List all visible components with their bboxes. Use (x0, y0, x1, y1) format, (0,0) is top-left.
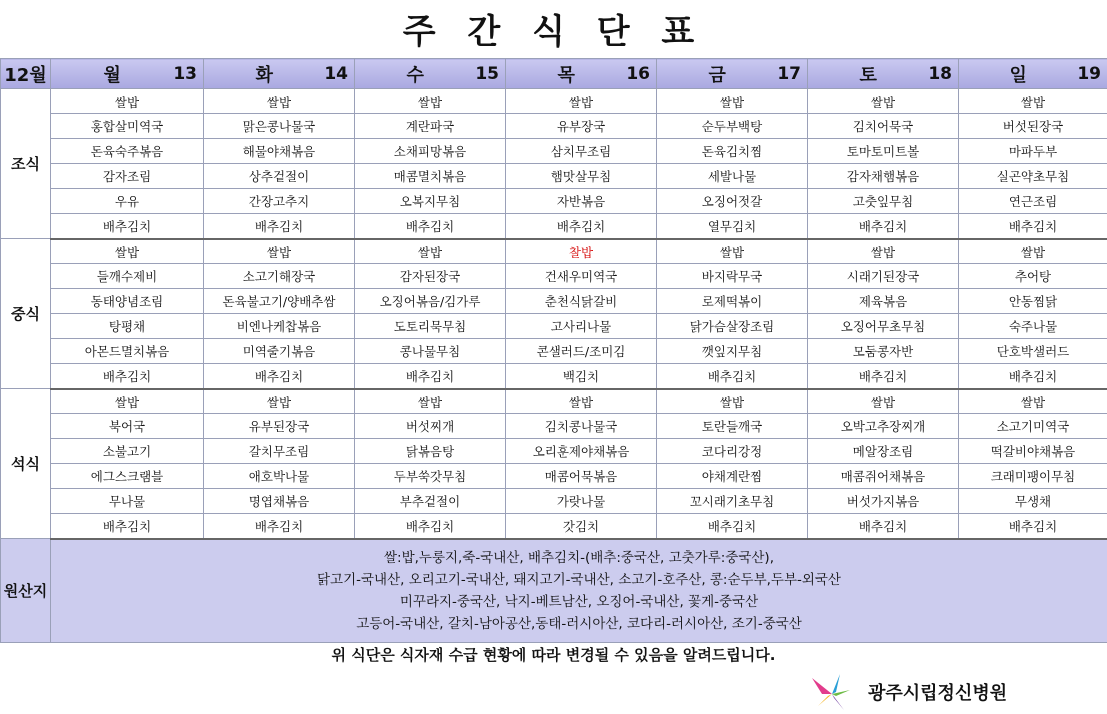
menu-item: 떡갈비야채볶음 (959, 439, 1107, 464)
menu-item: 연근조림 (959, 189, 1107, 214)
menu-item: 바지락무국 (657, 264, 808, 289)
menu-item: 쌀밥 (355, 89, 506, 114)
menu-item: 배추김치 (204, 514, 355, 539)
menu-item: 쌀밥 (506, 89, 657, 114)
menu-item: 소불고기 (51, 439, 204, 464)
menu-item: 배추김치 (204, 364, 355, 389)
menu-item: 쌀밥 (51, 239, 204, 264)
menu-item: 매콤멸치볶음 (355, 164, 506, 189)
menu-item: 오박고추장찌개 (808, 414, 959, 439)
day-date: 18 (928, 63, 952, 84)
menu-item: 쌀밥 (355, 389, 506, 414)
menu-item: 추어탕 (959, 264, 1107, 289)
menu-item: 쌀밥 (808, 89, 959, 114)
menu-item: 토란들깨국 (657, 414, 808, 439)
day-date: 16 (626, 63, 650, 84)
meal-row (1, 139, 1107, 164)
menu-item: 탕평채 (51, 314, 204, 339)
day-date: 19 (1077, 63, 1101, 84)
day-name: 수 (406, 64, 424, 86)
menu-item: 삼치무조림 (506, 139, 657, 164)
origin-content (51, 539, 1107, 643)
footer (810, 672, 1007, 712)
menu-item: 콩나물무침 (355, 339, 506, 364)
title-bar (0, 0, 1107, 57)
menu-item: 숙주나물 (959, 314, 1107, 339)
menu-item: 소고기미역국 (959, 414, 1107, 439)
menu-item: 매콤어묵볶음 (506, 464, 657, 489)
menu-item: 오징어젓갈 (657, 189, 808, 214)
menu-item: 쌀밥 (506, 389, 657, 414)
menu-item: 시래기된장국 (808, 264, 959, 289)
menu-item: 가랏나물 (506, 489, 657, 514)
menu-item: 고춧잎무침 (808, 189, 959, 214)
meal-row (1, 514, 1107, 539)
meal-label: 석식 (1, 389, 51, 539)
meal-row (1, 414, 1107, 439)
day-header (355, 59, 506, 89)
menu-item: 단호박샐러드 (959, 339, 1107, 364)
origin-line: 쌀:밥,누룽지,죽-국내산, 배추김치-(배추:중국산, 고춧가루:중국산), (384, 549, 774, 566)
menu-item: 안동찜닭 (959, 289, 1107, 314)
day-header (51, 59, 204, 89)
menu-item: 쌀밥 (808, 389, 959, 414)
page-title: 주 간 식 단 표 (402, 12, 705, 52)
menu-item: 백김치 (506, 364, 657, 389)
meal-row (1, 189, 1107, 214)
month-label: 12월 (1, 59, 51, 89)
menu-item: 배추김치 (959, 514, 1107, 539)
menu-item: 배추김치 (51, 514, 204, 539)
day-header (506, 59, 657, 89)
menu-item: 쌀밥 (657, 239, 808, 264)
meal-row (1, 289, 1107, 314)
menu-item: 쌀밥 (355, 239, 506, 264)
menu-item: 버섯찌개 (355, 414, 506, 439)
menu-item: 제육볶음 (808, 289, 959, 314)
menu-item: 쌀밥 (204, 239, 355, 264)
menu-item: 배추김치 (808, 214, 959, 239)
menu-item: 메알장조림 (808, 439, 959, 464)
day-header (657, 59, 808, 89)
menu-item: 오리훈제야채볶음 (506, 439, 657, 464)
day-name: 화 (255, 64, 273, 86)
menu-item: 홍합살미역국 (51, 114, 204, 139)
menu-item: 해물야채볶음 (204, 139, 355, 164)
meal-row (1, 314, 1107, 339)
meal-row (1, 264, 1107, 289)
meal-row (1, 114, 1107, 139)
menu-item: 김치어묵국 (808, 114, 959, 139)
meal-row (1, 489, 1107, 514)
menu-item: 에그스크램블 (51, 464, 204, 489)
menu-item: 배추김치 (959, 214, 1107, 239)
notice-text: 위 식단은 식자재 수급 현황에 따라 변경될 수 있음을 알려드립니다. (331, 646, 776, 664)
meal-row (1, 339, 1107, 364)
menu-item: 배추김치 (51, 364, 204, 389)
menu-item: 버섯된장국 (959, 114, 1107, 139)
menu-item: 북어국 (51, 414, 204, 439)
menu-item: 김치콩나물국 (506, 414, 657, 439)
menu-item: 유부된장국 (204, 414, 355, 439)
menu-item: 아몬드멸치볶음 (51, 339, 204, 364)
origin-row (1, 539, 1107, 643)
menu-item: 토마토미트볼 (808, 139, 959, 164)
menu-item: 야채계란찜 (657, 464, 808, 489)
day-name: 월 (103, 64, 121, 86)
menu-item: 건새우미역국 (506, 264, 657, 289)
menu-item: 소고기해장국 (204, 264, 355, 289)
meal-row (1, 439, 1107, 464)
menu-item: 명엽채볶음 (204, 489, 355, 514)
menu-item: 로제떡볶이 (657, 289, 808, 314)
meal-row (1, 239, 1107, 264)
menu-item: 쌀밥 (959, 389, 1107, 414)
day-name: 토 (859, 64, 877, 86)
menu-item: 크래미팽이무침 (959, 464, 1107, 489)
menu-item: 비엔나케찹볶음 (204, 314, 355, 339)
menu-item: 들깨수제비 (51, 264, 204, 289)
menu-item: 닭볶음탕 (355, 439, 506, 464)
menu-item: 마파두부 (959, 139, 1107, 164)
weekly-menu-table (0, 58, 1107, 643)
hospital-name: 광주시립정신병원 (868, 683, 1008, 704)
day-header (204, 59, 355, 89)
menu-item: 쌀밥 (657, 389, 808, 414)
menu-item: 돈육불고기/양배추쌈 (204, 289, 355, 314)
day-header (808, 59, 959, 89)
day-name: 일 (1009, 64, 1027, 86)
menu-item: 배추김치 (808, 514, 959, 539)
menu-item: 돈육숙주볶음 (51, 139, 204, 164)
menu-item: 미역줄기볶음 (204, 339, 355, 364)
day-header (959, 59, 1107, 89)
menu-item: 춘천식닭갈비 (506, 289, 657, 314)
menu-item: 쌀밥 (51, 389, 204, 414)
meal-row (1, 164, 1107, 189)
menu-item: 배추김치 (657, 514, 808, 539)
menu-item: 배추김치 (355, 514, 506, 539)
menu-item: 쌀밥 (657, 89, 808, 114)
menu-item: 배추김치 (808, 364, 959, 389)
menu-item: 애호박나물 (204, 464, 355, 489)
menu-item: 자반볶음 (506, 189, 657, 214)
meal-row (1, 364, 1107, 389)
menu-item: 맑은콩나물국 (204, 114, 355, 139)
menu-item: 쌀밥 (959, 89, 1107, 114)
menu-item: 콘샐러드/조미김 (506, 339, 657, 364)
day-date: 14 (324, 63, 348, 84)
menu-item: 상추겉절이 (204, 164, 355, 189)
menu-item: 오복지무침 (355, 189, 506, 214)
menu-item: 순두부백탕 (657, 114, 808, 139)
menu-item: 두부쑥갓무침 (355, 464, 506, 489)
day-name: 금 (708, 64, 726, 86)
menu-item: 감자채햄볶음 (808, 164, 959, 189)
menu-item: 도토리묵무침 (355, 314, 506, 339)
menu-item: 오징어볶음/김가루 (355, 289, 506, 314)
menu-item: 간장고추지 (204, 189, 355, 214)
day-date: 17 (777, 63, 801, 84)
menu-item: 쌀밥 (51, 89, 204, 114)
menu-item: 닭가슴살장조림 (657, 314, 808, 339)
menu-item: 무생채 (959, 489, 1107, 514)
menu-item: 배추김치 (204, 214, 355, 239)
origin-line: 닭고기-국내산, 오리고기-국내산, 돼지고기-국내산, 소고기-호주산, 콩:순두부,두부-외국산 (317, 571, 841, 588)
day-date: 15 (475, 63, 499, 84)
menu-item: 햄맛살무침 (506, 164, 657, 189)
menu-item: 유부장국 (506, 114, 657, 139)
menu-item: 버섯가지볶음 (808, 489, 959, 514)
menu-item: 소채피망볶음 (355, 139, 506, 164)
menu-item: 감자조림 (51, 164, 204, 189)
hospital-logo-icon (810, 672, 854, 712)
meal-row (1, 214, 1107, 239)
meal-row (1, 89, 1107, 114)
menu-item: 돈육김치찜 (657, 139, 808, 164)
menu-item: 배추김치 (506, 214, 657, 239)
menu-item: 무나물 (51, 489, 204, 514)
menu-item: 부추겉절이 (355, 489, 506, 514)
menu-item: 배추김치 (355, 214, 506, 239)
menu-item: 고사리나물 (506, 314, 657, 339)
origin-line: 고등어-국내산, 갈치-남아공산,동태-러시아산, 코다리-러시아산, 조기-중국산 (356, 615, 802, 632)
menu-item: 코다리강정 (657, 439, 808, 464)
menu-item: 감자된장국 (355, 264, 506, 289)
menu-item: 동태양념조림 (51, 289, 204, 314)
menu-item: 배추김치 (657, 364, 808, 389)
menu-item: 쌀밥 (204, 89, 355, 114)
menu-item: 매콤쥐어채볶음 (808, 464, 959, 489)
menu-item: 배추김치 (51, 214, 204, 239)
menu-item: 세발나물 (657, 164, 808, 189)
menu-item: 갓김치 (506, 514, 657, 539)
meal-label: 중식 (1, 239, 51, 389)
origin-label: 원산지 (1, 539, 51, 643)
menu-item: 깻잎지무침 (657, 339, 808, 364)
day-header-row (1, 59, 1107, 89)
menu-item: 배추김치 (959, 364, 1107, 389)
menu-item: 쌀밥 (959, 239, 1107, 264)
meal-row (1, 389, 1107, 414)
origin-line: 미꾸라지-중국산, 낙지-베트남산, 오징어-국내산, 꽃게-중국산 (399, 593, 759, 610)
menu-item: 실곤약초무침 (959, 164, 1107, 189)
menu-item: 찰밥 (506, 239, 657, 264)
menu-item: 갈치무조림 (204, 439, 355, 464)
meal-label: 조식 (1, 89, 51, 239)
meal-row (1, 464, 1107, 489)
menu-item: 배추김치 (355, 364, 506, 389)
menu-item: 계란파국 (355, 114, 506, 139)
menu-item: 쌀밥 (808, 239, 959, 264)
menu-item: 꼬시래기초무침 (657, 489, 808, 514)
day-date: 13 (173, 63, 197, 84)
menu-item: 모둠콩자반 (808, 339, 959, 364)
day-name: 목 (557, 64, 575, 86)
menu-item: 열무김치 (657, 214, 808, 239)
menu-item: 우유 (51, 189, 204, 214)
meal-body (1, 89, 1107, 539)
menu-item: 쌀밥 (204, 389, 355, 414)
menu-item: 오징어무초무침 (808, 314, 959, 339)
